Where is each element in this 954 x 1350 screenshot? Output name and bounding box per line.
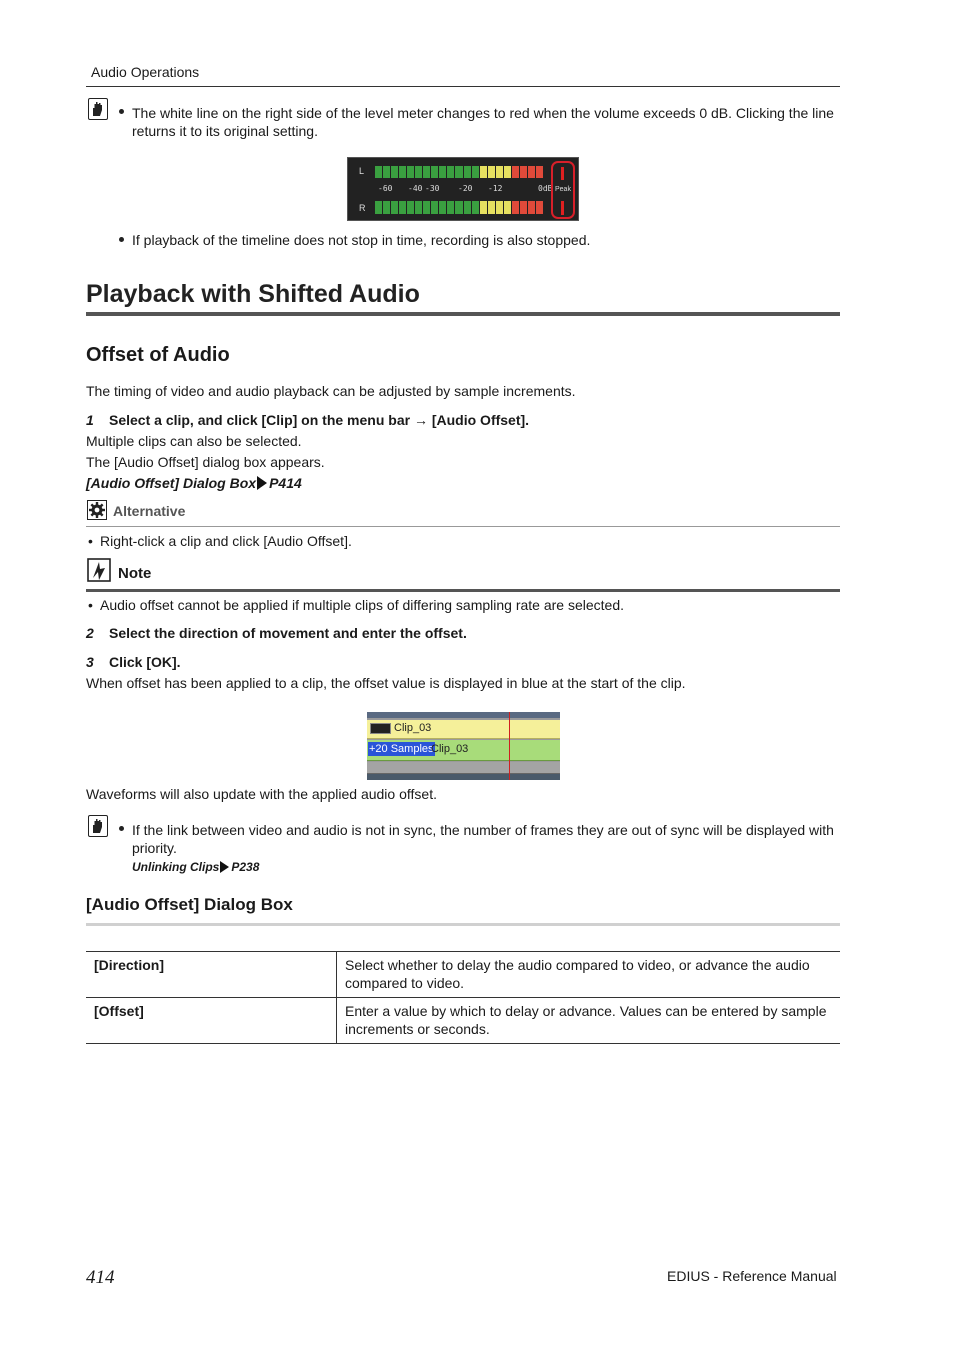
table-key: [Direction] (86, 952, 337, 998)
step-detail: When offset has been applied to a clip, the offset value is displayed in blue at the start of the clip. (86, 675, 686, 691)
empty-track (367, 762, 560, 774)
meter-segment (472, 166, 479, 178)
table-key: [Offset] (86, 998, 337, 1044)
step-text: Click [OK]. (109, 654, 181, 670)
level-meter-image (347, 157, 579, 221)
meter-segment (512, 166, 519, 178)
subsection-rule (86, 923, 840, 926)
meter-segment (528, 201, 535, 214)
tip-bullet: If the link between video and audio is not in sync, the number of frames they are out of sync will be displayed with priority. (132, 822, 834, 856)
title-rule (86, 312, 840, 316)
alternative-rule (86, 526, 840, 527)
table-row (86, 998, 840, 1044)
peak-line-top (561, 167, 564, 180)
meter-segment (455, 201, 462, 214)
meter-segment (375, 201, 382, 214)
meter-segment (407, 201, 414, 214)
video-clip-name: Clip_03 (394, 722, 432, 734)
bullet (119, 237, 124, 242)
clip-handle-icon (370, 723, 391, 734)
intro-text: The timing of video and audio playback can be adjusted by sample increments. (86, 383, 576, 399)
meter-bar-right (375, 201, 543, 214)
meter-segment (447, 166, 454, 178)
timeline-clip-image (367, 712, 560, 780)
meter-segment (480, 201, 487, 214)
meter-segment (504, 201, 511, 214)
page-title: Playback with Shifted Audio (86, 280, 420, 308)
meter-segment (496, 166, 503, 178)
meter-segment (375, 166, 382, 178)
meter-segment (439, 166, 446, 178)
meter-segment (496, 201, 503, 214)
meter-left-label: L (359, 166, 365, 176)
audio-clip-name: Clip_03 (431, 743, 469, 755)
video-clip[interactable] (367, 720, 560, 739)
scale-tick: -40 (408, 184, 423, 193)
meter-segment (488, 166, 495, 178)
scale-tick: -20 (458, 184, 473, 193)
meter-segment (431, 166, 438, 178)
ref-text: Unlinking Clips (132, 860, 220, 874)
meter-segment (455, 166, 462, 178)
table-value: Enter a value by which to delay or advance. Values can be entered by sample increments or seconds. (337, 998, 841, 1044)
peak-highlight[interactable] (551, 161, 575, 219)
meter-segment (439, 201, 446, 214)
hand-icon (88, 98, 108, 120)
note-item: Audio offset cannot be applied if multiple clips of differing sampling rate are selected. (100, 597, 625, 613)
peak-label: Peak (555, 186, 571, 193)
track-separator (367, 712, 560, 718)
parameter-table (86, 951, 840, 1044)
section-title: Offset of Audio (86, 344, 230, 366)
step-detail: The [Audio Offset] dialog box appears. (86, 454, 325, 470)
meter-segment (415, 201, 422, 214)
ref-page: P238 (231, 860, 260, 874)
timeline-cursor[interactable] (509, 712, 510, 780)
tip-bullet-1: The white line on the right side of the level meter changes to red when the volume exceeds 0 dB. Clicking the line returns it to its original setting. (132, 105, 834, 139)
step-number: 2 (86, 625, 94, 641)
meter-segment (391, 201, 398, 214)
peak-line-bottom (561, 201, 564, 215)
alternative-bullet: • (88, 533, 93, 549)
arrow-icon (220, 861, 229, 873)
footer-title: EDIUS - Reference Manual (667, 1268, 837, 1284)
meter-segment (536, 166, 543, 178)
meter-segment (464, 201, 471, 214)
scale-tick: -60 (378, 184, 393, 193)
tip-bullet-2: If playback of the timeline does not stop in time, recording is also stopped. (132, 232, 591, 248)
step-number: 1 (86, 412, 94, 428)
bullet (119, 109, 124, 114)
cross-reference[interactable] (132, 859, 259, 875)
bullet (119, 826, 124, 831)
note-icon (87, 558, 111, 582)
meter-segment (464, 166, 471, 178)
meter-segment (488, 201, 495, 214)
note-label: Note (118, 565, 152, 582)
step-text: Select the direction of movement and enter the offset. (109, 625, 467, 641)
header-rule (86, 86, 840, 87)
cross-reference[interactable] (86, 474, 302, 492)
step-number: 3 (86, 654, 94, 670)
meter-segment (447, 201, 454, 214)
meter-segment (431, 201, 438, 214)
meter-segment (407, 166, 414, 178)
meter-segment (472, 201, 479, 214)
note-bullet: • (88, 597, 93, 613)
step-detail: Multiple clips can also be selected. (86, 433, 302, 449)
meter-segment (520, 166, 527, 178)
meter-segment (391, 166, 398, 178)
alternative-item: Right-click a clip and click [Audio Offset]. (100, 533, 352, 549)
meter-segment (383, 201, 390, 214)
meter-segment (536, 201, 543, 214)
gear-icon (87, 500, 107, 520)
arrow-icon (257, 476, 267, 490)
alternative-label: Alternative (113, 503, 186, 519)
meter-bar-left (375, 166, 543, 178)
table-row (86, 952, 840, 998)
offset-label: +20 Samples (369, 743, 434, 755)
meter-segment (480, 166, 487, 178)
meter-segment (528, 166, 535, 178)
scale-tick: 0dB (538, 184, 553, 193)
table-value: Select whether to delay the audio compared to video, or advance the audio compared to video. (337, 952, 841, 998)
scale-tick: -30 (425, 184, 440, 193)
meter-segment (423, 166, 430, 178)
meter-segment (383, 166, 390, 178)
scale-tick: -12 (488, 184, 503, 193)
meter-segment (399, 201, 406, 214)
meter-segment (399, 166, 406, 178)
meter-segment (415, 166, 422, 178)
note-rule (86, 589, 840, 592)
page-number: 414 (86, 1267, 115, 1288)
running-header: Audio Operations (91, 64, 200, 80)
after-image-text: Waveforms will also update with the applied audio offset. (86, 786, 437, 802)
meter-segment (504, 166, 511, 178)
hand-icon (88, 815, 108, 837)
track-bottom (367, 774, 560, 780)
meter-segment (512, 201, 519, 214)
ref-page: P414 (269, 475, 302, 491)
ref-text: [Audio Offset] Dialog Box (86, 475, 257, 491)
meter-segment (423, 201, 430, 214)
subsection-title: [Audio Offset] Dialog Box (86, 895, 293, 914)
meter-scale (375, 184, 553, 196)
audio-clip[interactable] (367, 740, 560, 761)
step-text: Select a clip, and click [Clip] on the menu bar → [Audio Offset]. (109, 412, 530, 428)
meter-segment (520, 201, 527, 214)
meter-right-label: R (359, 203, 366, 213)
